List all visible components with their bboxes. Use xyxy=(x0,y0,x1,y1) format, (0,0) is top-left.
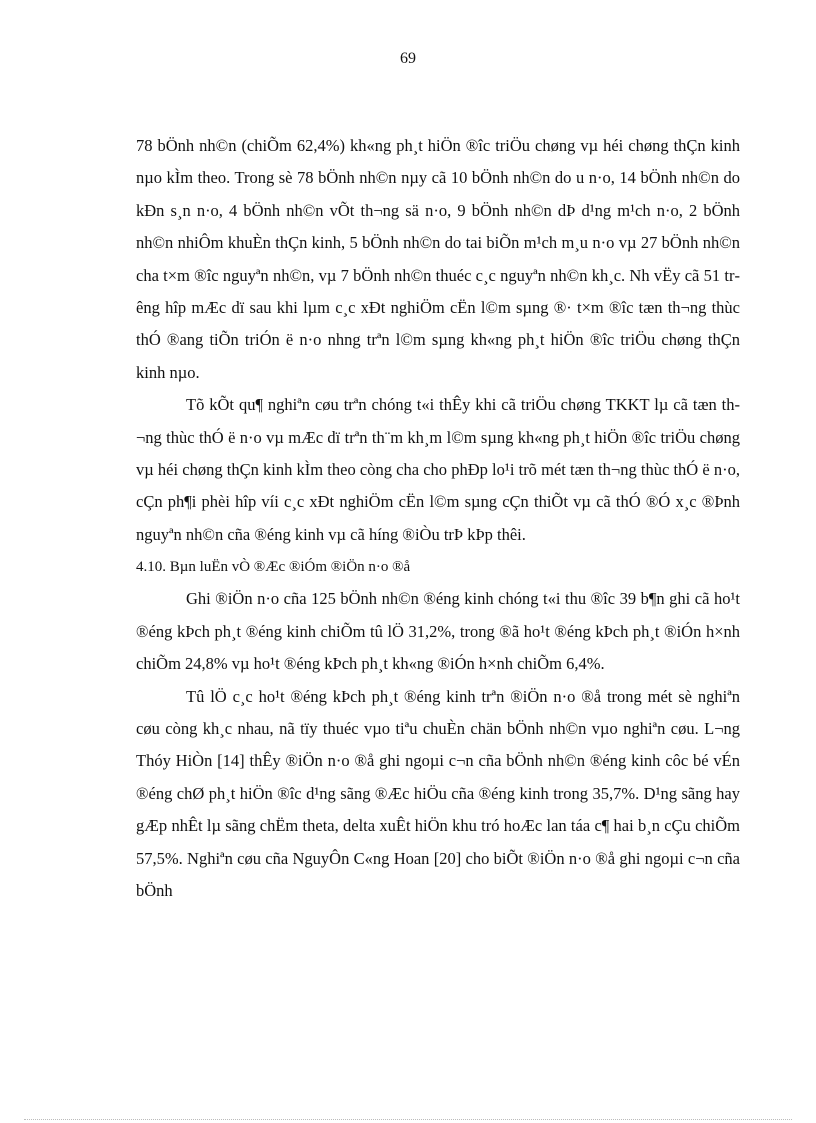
page-bottom-divider xyxy=(24,1119,792,1120)
paragraph-4: Tû lÖ c¸c ho¹t ®éng kÞch ph¸t ®éng kinh trªn ®iÖn n·o ®å trong mét sè nghiªn cøu còng kh¸c nhau, nã tïy thuéc vµo tiªu chuÈn chän bÖnh nh©n vµo nghiªn cøu. L¬ng Thóy HiÒn [14] thÊy ®iÖn n·o ®å ghi ngoµi c¬n cña bÖnh nh©n ®éng kinh côc bé vÉn ®éng chØ ph¸t hiÖn ®îc d¹ng sãng ®Æc hiÖu cña ®éng kinh trong 35,7%. D¹ng sãng hay gÆp nhÊt lµ sãng chËm theta, delta xuÊt hiÖn khu tró hoÆc lan táa c¶ hai b¸n cÇu chiÕm 57,5%. Nghiªn cøu cña NguyÔn C«ng Hoan [20] cho biÕt ®iÖn n·o ®å ghi ngoµi c¬n cña bÖnh xyxy=(136,686,740,900)
paragraph-1: 78 bÖnh nh©n (chiÕm 62,4%) kh«ng ph¸t hiÖn ®îc triÖu chøng vµ héi chøng thÇn kinh nµo kÌm theo. Trong sè 78 bÖnh nh©n nµy cã 10 bÖnh nh©n do u n·o, 14 bÖnh nh©n do kÐn s¸n n·o, 4 bÖnh nh©n vÕt th¬ng sä n·o, 9 bÖnh nh©n dÞ d¹ng m¹ch n·o, 2 bÖnh nh©n nhiÔm khuÈn thÇn kinh, 5 bÖnh nh©n do tai biÕn m¹ch m¸u n·o vµ 27 bÖnh nh©n cha t×m ®îc nguyªn nh©n, vµ 7 bÖnh nh©n thuéc c¸c nguyªn nh©n kh¸c. Nh vËy cã 51 trêng hîp mÆc dï sau khi lµm c¸c xÐt nghiÖm cËn l©m sµng ®· t×m ®îc tæn th¬ng thùc thÓ ®ang tiÕn triÓn ë n·o nhng trªn l©m sµng kh«ng ph¸t hiÖn ®îc triÖu chøng thÇn kinh nµo. xyxy=(136,136,740,382)
paragraph-3: Ghi ®iÖn n·o cña 125 bÖnh nh©n ®éng kinh chóng t«i thu ®îc 39 b¶n ghi cã ho¹t ®éng kÞch ph¸t ®éng kinh chiÕm tû lÖ 31,2%, trong ®ã ho¹t ®éng kÞch ph¸t ®iÓn h×nh chiÕm 24,8% vµ ho¹t ®éng kÞch ph¸t kh«ng ®iÓn h×nh chiÕm 6,4%. xyxy=(136,589,740,674)
document-body xyxy=(136,130,740,907)
paragraph-2: Tõ kÕt qu¶ nghiªn cøu trªn chóng t«i thÊy khi cã triÖu chøng TKKT lµ cã tæn th¬ng thùc thÓ ë n·o vµ mÆc dï trªn th¨m kh¸m l©m sµng kh«ng ph¸t hiÖn ®îc triÖu chøng vµ héi chøng thÇn kinh kÌm theo còng cha cho phÐp lo¹i trõ mét tæn th¬ng thùc thÓ ë n·o, cÇn ph¶i phèi hîp víi c¸c xÐt nghiÖm cËn l©m sµng cÇn thiÕt vµ cã thÓ ®Ó x¸c ®Þnh nguyªn nh©n cña ®éng kinh vµ cã híng ®iÒu trÞ kÞp thêi. xyxy=(136,395,740,544)
section-heading: 4.10. Bµn luËn vÒ ®Æc ®iÓm ®iÖn n·o ®å xyxy=(136,559,411,576)
page-number: 69 xyxy=(400,50,416,67)
